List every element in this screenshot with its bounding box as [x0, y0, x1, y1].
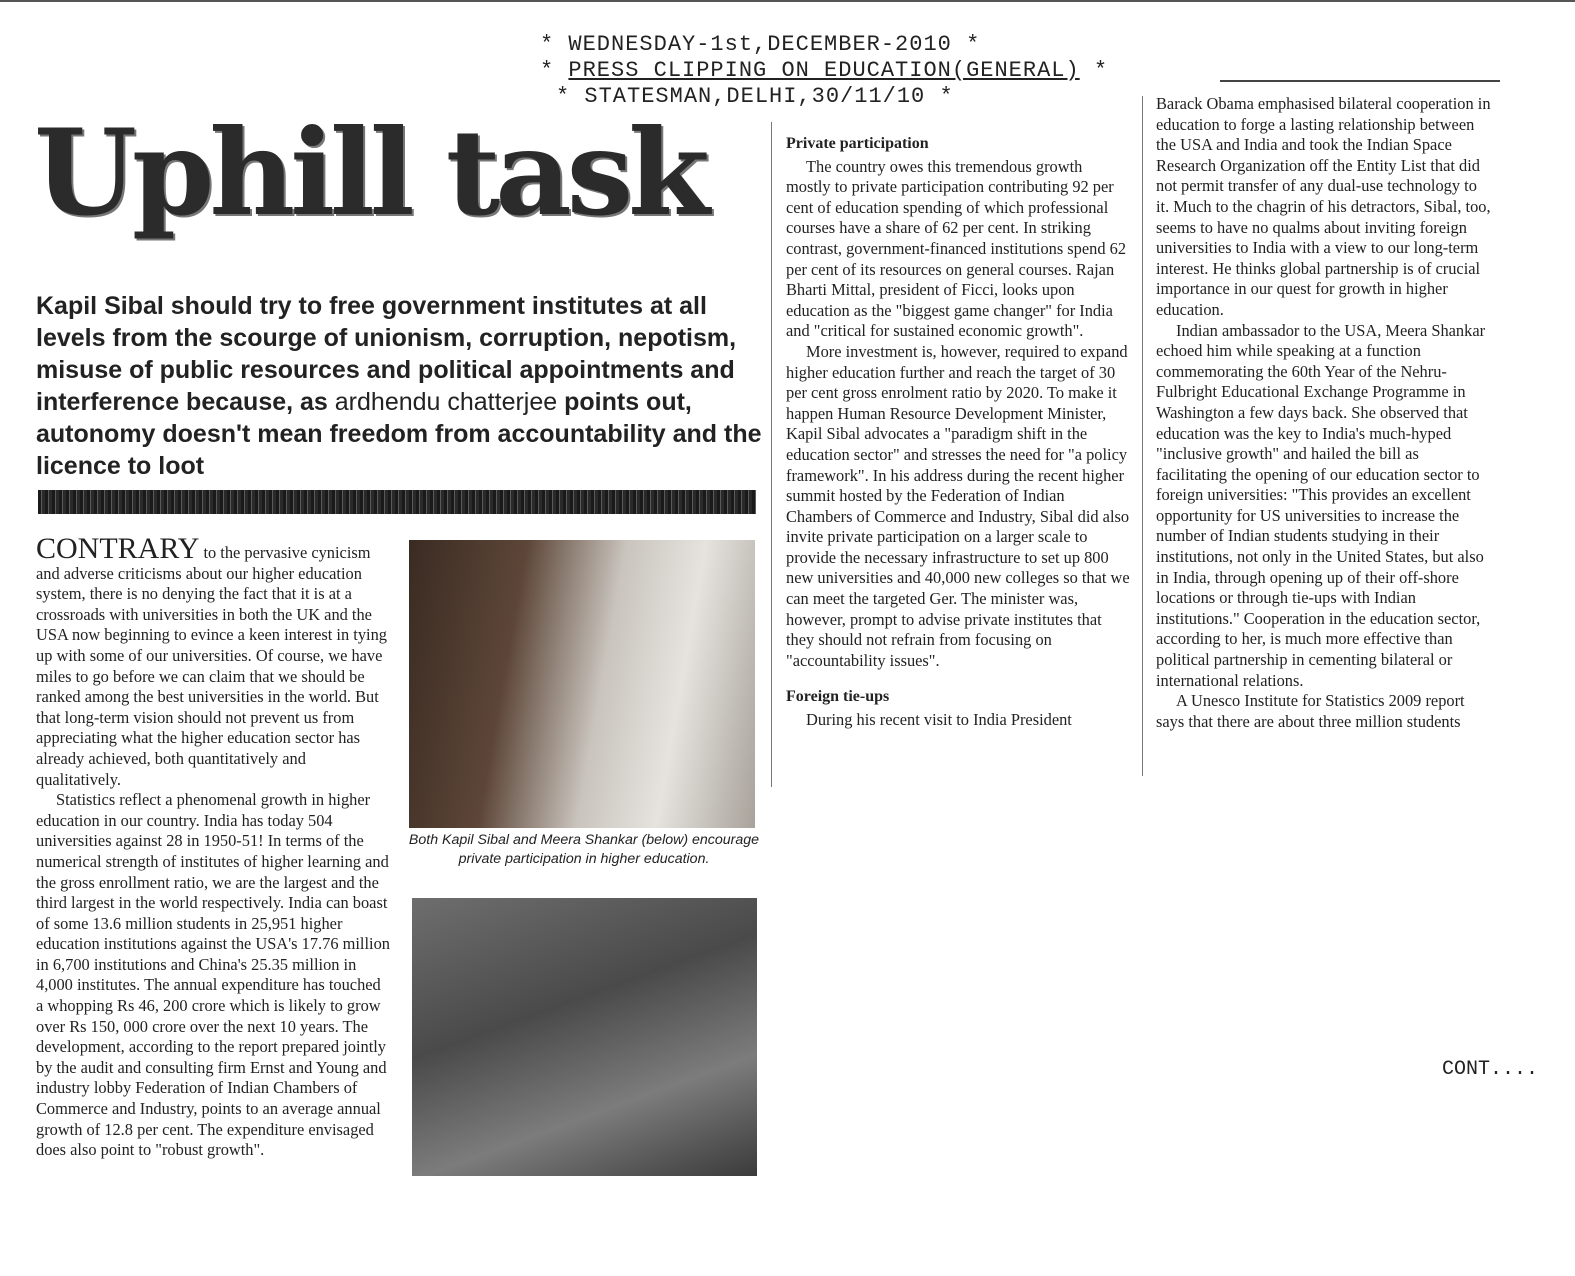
- article-headline: Uphill task: [34, 103, 705, 242]
- deck-divider-bar: [38, 490, 756, 514]
- clipping-category-stamp: [540, 58, 1108, 83]
- article-column-1: [36, 532, 392, 1161]
- article-column-4: [1156, 94, 1491, 732]
- deck-text-after: points out, autonomy doesn't mean freedom from accountability and the licence to loot: [36, 388, 762, 480]
- stamp-category-text: PRESS CLIPPING ON EDUCATION(GENERAL): [568, 58, 1080, 83]
- subhead-foreign-tie-ups: Foreign tie-ups: [786, 688, 890, 706]
- column3-paragraph-3: During his recent visit to India President: [806, 710, 1072, 730]
- column3-paragraph-1: The country owes this tremendous growth mostly to private participation contributing 92 per cent of education spending of which professional courses have a share of 62 per cent. In striking contrast, government-financed institutions spend 62 per cent of its resources on general courses. Rajan Bharti Mittal, president of Ficci, looks upon education as the "biggest game changer" for India and "critical for sustained economic growth".: [786, 156, 1127, 341]
- lead-word: CONTRARY: [36, 532, 200, 565]
- stamp-prefix: *: [540, 58, 569, 83]
- source-stamp: * STATESMAN,DELHI,30/11/10 *: [556, 84, 954, 109]
- top-border-rule: [0, 0, 1575, 2]
- column4-paragraph-3: A Unesco Institute for Statistics 2009 report says that there are about three million students: [1156, 691, 1465, 731]
- continued-marker: CONT....: [1442, 1058, 1539, 1081]
- column-divider-rule-2: [1142, 96, 1143, 776]
- column1-paragraph-1: [36, 532, 392, 790]
- meera-shankar-photo: [412, 898, 757, 1176]
- author-byline: ardhendu chatterjee: [334, 388, 558, 416]
- article-column-3: [786, 134, 1131, 731]
- column4-paragraph-1: Barack Obama emphasised bilateral cooperation in education to forge a lasting relationship between the USA and India and took the Indian Space Research Organization off the Entity List that did not permit transfer of any dual-use technology to it. Much to the chagrin of his detractors, Sibal, too, seems to have no qualms about inviting foreign universities to India with a view to our long-term interest. He thinks global partnership is of crucial importance in our quest for growth in higher education.: [1156, 94, 1491, 319]
- column3-paragraph-2: More investment is, however, required to expand higher education further and reach the target of 30 per cent gross enrolment ratio by 2020. To make it happen Human Resource Development Minister, Kapil Sibal advocates a "paradigm shift in the education sector" and stresses the need for "a policy framework". In his address during the recent higher summit hosted by the Federation of Indian Chambers of Commerce and Industry, Sibal did also invite private participation on a larger scale to provide the necessary infrastructure to set up 800 new universities and 40,000 new colleges so that we can meet the targeted Ger. The minister was, however, prompt to advise private institutes that they should not refrain from focusing on "accountability issues".: [786, 341, 1130, 670]
- kapil-sibal-photo: [409, 540, 755, 828]
- column-divider-rule: [771, 122, 772, 787]
- stamp-suffix: *: [1079, 58, 1109, 83]
- article-deck: [36, 290, 771, 482]
- subhead-private-participation: Private participation: [786, 135, 929, 152]
- photo-caption: Both Kapil Sibal and Meera Shankar (below) encourage private participation in higher education.: [408, 832, 760, 867]
- column4-top-rule: [1220, 80, 1500, 82]
- column1-paragraph-2: Statistics reflect a phenomenal growth in higher education in our country. India has today 504 universities against 28 in 1950-51! In terms of the numerical strength of institutes of higher learning and the gross enrollment ratio, we are the largest and the third largest in the world respectively. India can boast of some 13.6 million students in 25,951 higher education institutions against the USA's 17.76 million in 6,700 institutions and China's 25.35 million in 4,000 institutes. The annual expenditure has touched a whopping Rs 46, 200 crore which is likely to grow over Rs 150, 000 crore over the next 10 years. The development, according to the report prepared jointly by the audit and consulting firm Ernst and Young and industry lobby Federation of Indian Chambers of Commerce and Industry, points to an average annual growth of 12.8 per cent. The expenditure envisaged does also point to "robust growth".: [36, 790, 390, 1160]
- date-stamp: * WEDNESDAY-1st,DECEMBER-2010 *: [540, 32, 981, 57]
- column4-paragraph-2: Indian ambassador to the USA, Meera Shankar echoed him while speaking at a function commemorating the 60th Year of the Nehru-Fulbright Educational Exchange Programme in Washington a few days back. She observed that education was the key to India's much-hyped "inclusive growth" and hailed the bill as facilitating the opening of our education sector to foreign universities: "This provides an excellent opportunity for US universities to increase the number of Indian students studying in their institutions, not only in the United States, but also in India, through opening up of their off-shore locations or through tie-ups with Indian institutions." Cooperation in the education sector, according to her, is much more effective than political partnership in cementing bilateral or international relations.: [1156, 320, 1486, 690]
- column1-paragraph-1-text: to the pervasive cynicism and adverse criticisms about our higher education system, there is no denying the fact that it is at a crossroads with universities in both the UK and the USA now beginning to evince a keen interest in tying up with some of our universities. Of course, we have miles to go before we can claim that we should be ranked among the best universities in the world. But that long-term vision should not prevent us from appreciating what the higher education sector has already achieved, both quantitatively and qualitatively.: [36, 543, 387, 789]
- deck-text-before: Kapil Sibal should try to free government institutes at all levels from the scourge of unionism, corruption, nepotism, misuse of public resources and political appointments and interference because, as: [36, 292, 737, 416]
